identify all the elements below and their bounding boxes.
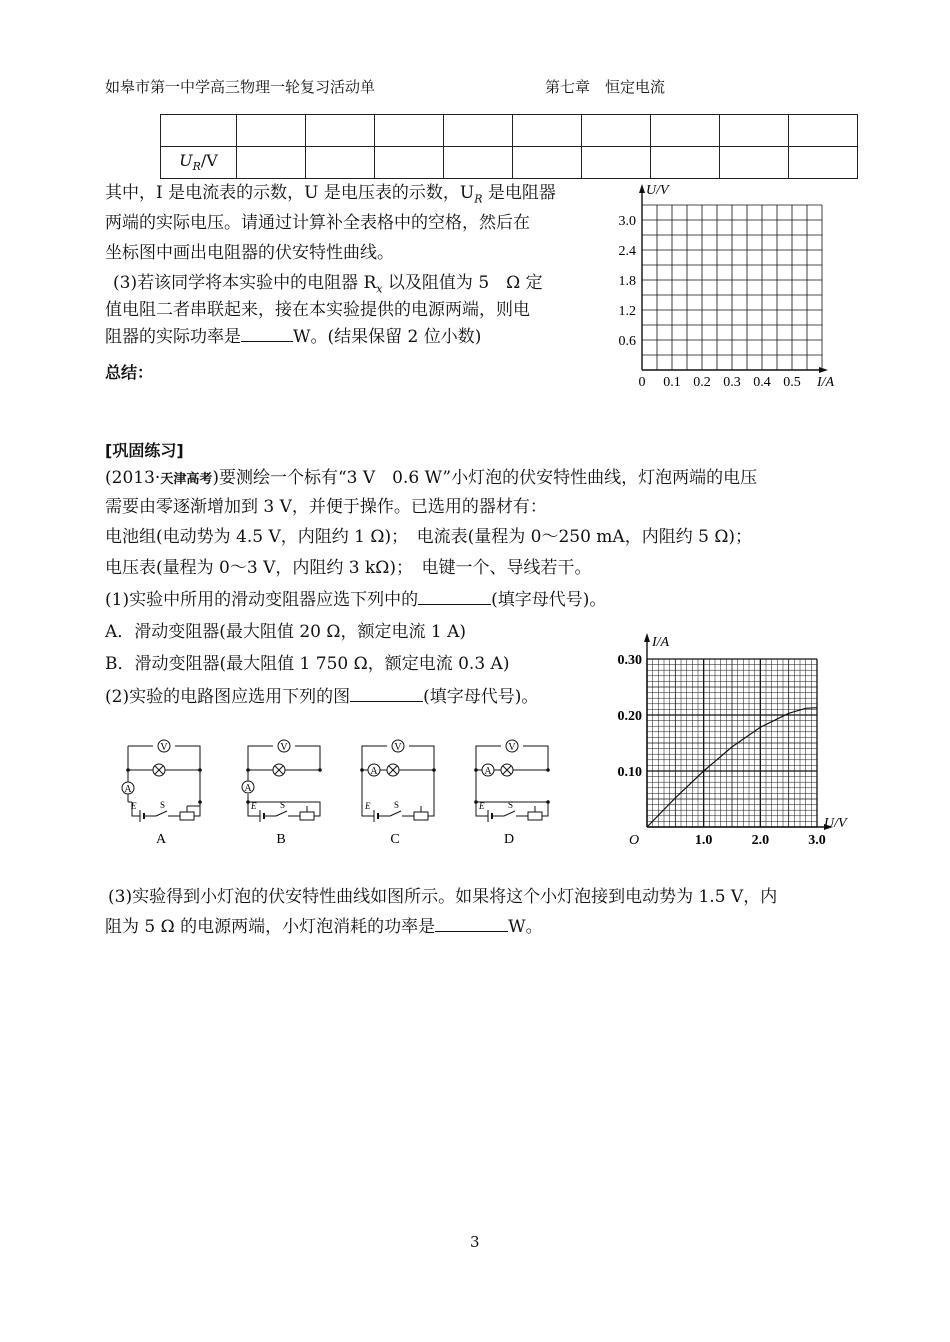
practice-line3: 电池组(电动势为 4.5 V，内阻约 1 Ω)； 电流表(量程为 0～250 mA，内阻约 5 Ω)；: [105, 527, 753, 547]
option-a: A．滑动变阻器(最大阻值 20 Ω，额定电流 1 A): [105, 622, 466, 642]
svg-text:S: S: [160, 800, 166, 810]
answer-blank[interactable]: [241, 324, 293, 342]
y-tick-label: 1.8: [618, 274, 636, 289]
circuit-b: [242, 740, 322, 847]
part1-q3-line3: 阻器的实际功率是 W。(结果保留 2 位小数): [105, 324, 481, 350]
graph2-origin: O: [629, 833, 640, 848]
x-tick-label: 0: [638, 375, 646, 390]
practice-q3-line2: 阻为 5 Ω 的电源两端，小灯泡消耗的功率是 W。: [105, 914, 543, 940]
x-tick-label: 2.0: [751, 833, 770, 848]
option-b: B．滑动变阻器(最大阻值 1 750 Ω，额定电流 0.3 A): [105, 654, 510, 674]
circuit-label-b: B: [276, 832, 286, 847]
practice-line4: 电压表(量程为 0～3 V，内阻约 3 kΩ)； 电键一个、导线若干。: [105, 558, 592, 578]
y-tick-label: 0.6: [618, 334, 636, 349]
y-tick-label: 2.4: [618, 244, 636, 259]
y-tick-label: 0.20: [617, 709, 642, 724]
graph1-y-arrow: [639, 184, 645, 193]
graph2-grid: [647, 659, 817, 827]
x-tick-label: 0.5: [783, 375, 801, 390]
svg-text:S: S: [508, 800, 514, 810]
circuit-label-c: C: [390, 832, 400, 847]
page-number: 3: [470, 1233, 480, 1251]
practice-q2: (2)实验的电路图应选用下列的图 (填字母代号)。: [105, 684, 538, 710]
x-tick-label: 0.1: [663, 375, 681, 390]
svg-text:A: A: [484, 766, 492, 777]
graph1-x-label: I/A: [817, 375, 835, 390]
circuit-d: [474, 740, 550, 847]
header-school: 如皋市第一中学高三物理一轮复习活动单: [105, 78, 376, 96]
svg-text:V: V: [508, 742, 516, 753]
circuit-diagrams: [118, 736, 558, 851]
practice-title: [巩固练习]: [105, 441, 184, 460]
part1-q3-line2: 值电阻二者串联起来，接在本实验提供的电源两端，则电: [105, 300, 530, 320]
header-chapter: 第七章 恒定电流: [545, 78, 666, 96]
x-tick-label: 0.4: [753, 375, 771, 390]
graph2-y-arrow: [644, 633, 650, 642]
circuit-label-d: D: [503, 832, 515, 847]
row-label-ur: $U_R/V$: [161, 147, 237, 179]
graph1-x-arrow: [819, 367, 828, 373]
svg-text:V: V: [394, 742, 402, 753]
y-tick-label: 3.0: [618, 214, 636, 229]
svg-text:E: E: [365, 801, 371, 811]
graph1-y-label: U/V: [646, 183, 669, 198]
svg-text:E: E: [251, 801, 257, 811]
svg-text:V: V: [160, 742, 168, 753]
svg-text:A: A: [370, 766, 378, 777]
x-tick-label: 0.2: [693, 375, 711, 390]
part1-line2: 两端的实际电压。请通过计算补全表格中的空格，然后在: [105, 213, 530, 233]
x-tick-label: 1.0: [694, 833, 713, 848]
practice-line2: 需要由零逐渐增加到 3 V，并便于操作。已选用的器材有：: [105, 497, 547, 517]
x-tick-label: 0.3: [723, 375, 741, 390]
circuit-a: [122, 740, 202, 847]
summary-label: 总结：: [105, 363, 154, 382]
y-tick-label: 1.2: [618, 304, 636, 319]
table-row: [161, 147, 858, 179]
svg-text:V: V: [280, 742, 288, 753]
part1-line3: 坐标图中画出电阻器的伏安特性曲线。: [105, 243, 394, 263]
svg-text:S: S: [280, 800, 286, 810]
svg-text:E: E: [479, 801, 485, 811]
practice-line1: (2013·天津高考)要测绘一个标有“3 V 0.6 W”小灯泡的伏安特性曲线，灯泡两端的电压: [105, 468, 758, 488]
data-table: [160, 114, 858, 179]
part1-line1: 其中，I 是电流表的示数，U 是电压表的示数，$U_R$ 是电阻器: [105, 183, 556, 206]
svg-text:A: A: [244, 783, 252, 794]
circuit-label-a: A: [155, 832, 167, 847]
answer-blank[interactable]: [435, 914, 508, 932]
graph2-x-label: U/V: [824, 816, 847, 831]
answer-blank[interactable]: [418, 587, 491, 605]
x-tick-label: 3.0: [808, 833, 826, 848]
graph-iu: [612, 630, 857, 850]
graph2-y-label: I/A: [652, 635, 670, 650]
practice-q3-line1: (3)实验得到小灯泡的伏安特性曲线如图所示。如果将这个小灯泡接到电动势为 1.5 V，内: [108, 887, 778, 907]
table-row: [161, 115, 858, 147]
practice-q1: (1)实验中所用的滑动变阻器应选下列中的 (填字母代号)。: [105, 587, 606, 613]
graph1-grid: [642, 205, 822, 370]
y-tick-label: 0.10: [617, 765, 642, 780]
svg-text:E: E: [131, 801, 137, 811]
graph-ui: [612, 180, 852, 395]
svg-text:S: S: [394, 800, 400, 810]
svg-text:A: A: [124, 784, 132, 795]
answer-blank[interactable]: [350, 684, 423, 702]
circuit-c: [360, 740, 436, 847]
y-tick-label: 0.30: [617, 653, 642, 668]
part1-q3-line1: (3)若该同学将本实验中的电阻器 $R_x$ 以及阻值为 5 Ω 定: [113, 273, 543, 296]
